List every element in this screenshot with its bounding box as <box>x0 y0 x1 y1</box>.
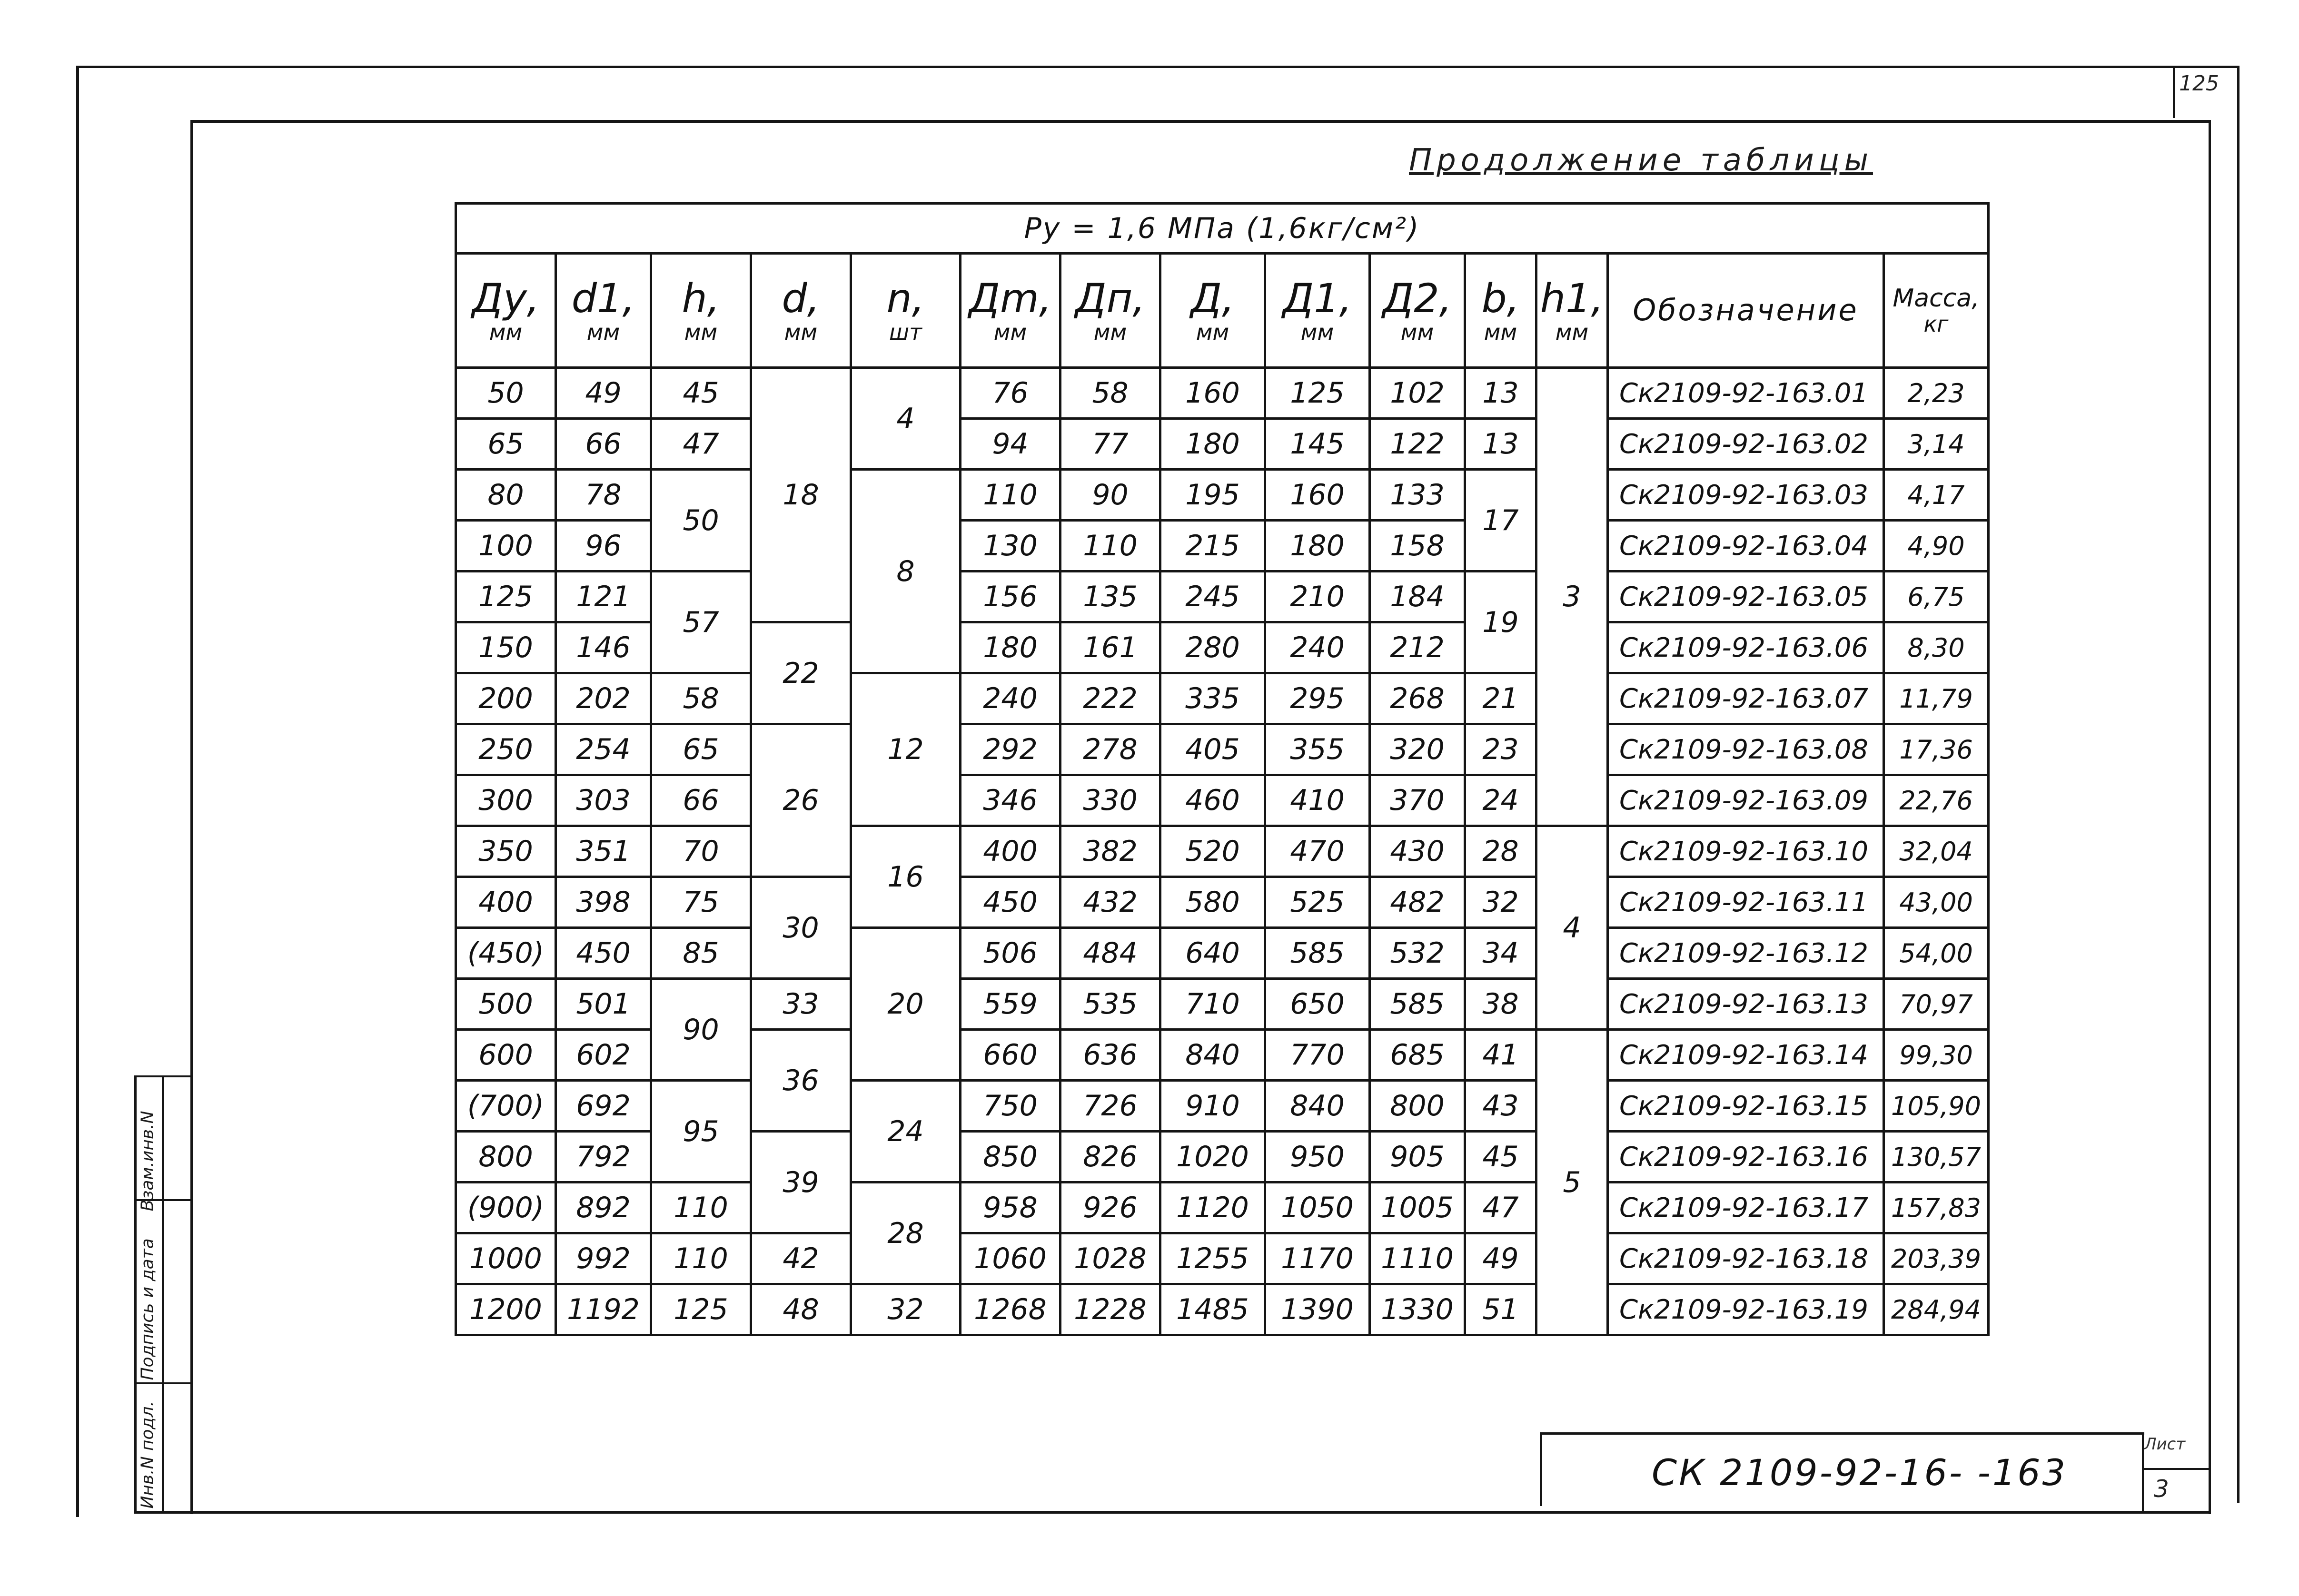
cell-dd2: 158 <box>1370 521 1465 571</box>
cell-dd1: 585 <box>1265 928 1370 979</box>
cell-dd1: 240 <box>1265 622 1370 673</box>
cell-designation: Ск2109-92-163.15 <box>1608 1081 1884 1132</box>
table-row <box>456 1233 1989 1284</box>
cell-du: 80 <box>456 470 556 521</box>
cell-d1: 78 <box>556 470 651 521</box>
side-label-inv: Инв.N подл. <box>138 1401 158 1509</box>
sheet-box-line <box>2142 1468 2209 1470</box>
cell-h: 75 <box>651 877 751 928</box>
header-n: n, шт <box>851 254 961 368</box>
header-dm: Дm, мм <box>961 254 1060 368</box>
cell-du: 250 <box>456 724 556 775</box>
cell-dm: 559 <box>961 979 1060 1030</box>
cell-b: 41 <box>1465 1030 1536 1081</box>
cell-b: 13 <box>1465 419 1536 470</box>
cell-designation: Ск2109-92-163.16 <box>1608 1132 1884 1182</box>
cell-d1: 792 <box>556 1132 651 1182</box>
header-dp: Дп, мм <box>1060 254 1160 368</box>
cell-d1: 66 <box>556 419 651 470</box>
flange-spec-table <box>455 202 1990 1336</box>
cell-designation: Ск2109-92-163.07 <box>1608 673 1884 724</box>
cell-d1: 450 <box>556 928 651 979</box>
cell-designation: Ск2109-92-163.03 <box>1608 470 1884 521</box>
cell-mass: 43,00 <box>1884 877 1989 928</box>
cell-b: 17 <box>1465 470 1536 571</box>
cell-dd1: 145 <box>1265 419 1370 470</box>
cell-dm: 156 <box>961 571 1060 622</box>
cell-d: 26 <box>751 724 851 877</box>
cell-h: 45 <box>651 368 751 419</box>
cell-d1: 398 <box>556 877 651 928</box>
header-dd: Д, мм <box>1160 254 1265 368</box>
cell-h1: 5 <box>1536 1030 1608 1335</box>
header-dd2: Д2, мм <box>1370 254 1465 368</box>
cell-dm: 506 <box>961 928 1060 979</box>
cell-mass: 157,83 <box>1884 1182 1989 1233</box>
table-row <box>456 1284 1989 1335</box>
table-row <box>456 1182 1989 1233</box>
header-b: b, мм <box>1465 254 1536 368</box>
cell-dm: 1268 <box>961 1284 1060 1335</box>
cell-h: 65 <box>651 724 751 775</box>
cell-n: 8 <box>851 470 961 673</box>
cell-dd: 335 <box>1160 673 1265 724</box>
cell-h: 110 <box>651 1233 751 1284</box>
cell-dd1: 180 <box>1265 521 1370 571</box>
cell-dm: 292 <box>961 724 1060 775</box>
cell-dm: 400 <box>961 826 1060 877</box>
cell-d1: 303 <box>556 775 651 826</box>
cell-d: 18 <box>751 368 851 622</box>
cell-h: 85 <box>651 928 751 979</box>
cell-mass: 130,57 <box>1884 1132 1989 1182</box>
cell-n: 28 <box>851 1182 961 1284</box>
cell-dp: 90 <box>1060 470 1160 521</box>
cell-dd: 910 <box>1160 1081 1265 1132</box>
header-d1: d1, мм <box>556 254 651 368</box>
cell-du: 200 <box>456 673 556 724</box>
header-designation: Обозначение <box>1608 254 1884 368</box>
cell-du: (450) <box>456 928 556 979</box>
cell-du: (700) <box>456 1081 556 1132</box>
cell-dd2: 122 <box>1370 419 1465 470</box>
cell-dm: 76 <box>961 368 1060 419</box>
cell-dd2: 1005 <box>1370 1182 1465 1233</box>
cell-du: 300 <box>456 775 556 826</box>
cell-dm: 94 <box>961 419 1060 470</box>
cell-dd1: 1050 <box>1265 1182 1370 1233</box>
cell-dp: 636 <box>1060 1030 1160 1081</box>
cell-dd1: 840 <box>1265 1081 1370 1132</box>
cell-dd2: 800 <box>1370 1081 1465 1132</box>
cell-h: 57 <box>651 571 751 673</box>
cell-dd1: 410 <box>1265 775 1370 826</box>
cell-dd2: 268 <box>1370 673 1465 724</box>
cell-n: 12 <box>851 673 961 826</box>
cell-dd: 405 <box>1160 724 1265 775</box>
header-dd1: Д1, мм <box>1265 254 1370 368</box>
cell-d1: 992 <box>556 1233 651 1284</box>
inner-frame-top <box>190 120 2211 123</box>
table-row <box>456 979 1989 1030</box>
cell-dd: 1020 <box>1160 1132 1265 1182</box>
table-row <box>456 775 1989 826</box>
cell-mass: 11,79 <box>1884 673 1989 724</box>
cell-b: 49 <box>1465 1233 1536 1284</box>
cell-mass: 22,76 <box>1884 775 1989 826</box>
cell-dd: 215 <box>1160 521 1265 571</box>
cell-n: 32 <box>851 1284 961 1335</box>
cell-dp: 330 <box>1060 775 1160 826</box>
cell-dp: 1228 <box>1060 1284 1160 1335</box>
cell-dd1: 470 <box>1265 826 1370 877</box>
cell-dp: 222 <box>1060 673 1160 724</box>
cell-d1: 692 <box>556 1081 651 1132</box>
cell-du: 125 <box>456 571 556 622</box>
header-h1: h1, мм <box>1536 254 1608 368</box>
cell-d1: 501 <box>556 979 651 1030</box>
cell-dp: 278 <box>1060 724 1160 775</box>
cell-dd2: 585 <box>1370 979 1465 1030</box>
cell-mass: 284,94 <box>1884 1284 1989 1335</box>
cell-du: 1000 <box>456 1233 556 1284</box>
cell-dd1: 525 <box>1265 877 1370 928</box>
cell-dd: 460 <box>1160 775 1265 826</box>
cell-dd: 640 <box>1160 928 1265 979</box>
cell-dd: 580 <box>1160 877 1265 928</box>
cell-h: 70 <box>651 826 751 877</box>
cell-du: (900) <box>456 1182 556 1233</box>
cell-d: 48 <box>751 1284 851 1335</box>
cell-dd1: 355 <box>1265 724 1370 775</box>
cell-dd: 1255 <box>1160 1233 1265 1284</box>
cell-mass: 203,39 <box>1884 1233 1989 1284</box>
cell-d1: 121 <box>556 571 651 622</box>
cell-designation: Ск2109-92-163.11 <box>1608 877 1884 928</box>
cell-designation: Ск2109-92-163.05 <box>1608 571 1884 622</box>
cell-dd2: 905 <box>1370 1132 1465 1182</box>
cell-dm: 346 <box>961 775 1060 826</box>
table-row <box>456 826 1989 877</box>
cell-d: 39 <box>751 1132 851 1233</box>
cell-dd1: 950 <box>1265 1132 1370 1182</box>
cell-h: 66 <box>651 775 751 826</box>
page-number: 125 <box>2179 71 2219 96</box>
cell-designation: Ск2109-92-163.13 <box>1608 979 1884 1030</box>
cell-b: 13 <box>1465 368 1536 419</box>
table-row <box>456 1081 1989 1132</box>
cell-du: 500 <box>456 979 556 1030</box>
cell-d: 42 <box>751 1233 851 1284</box>
cell-dp: 826 <box>1060 1132 1160 1182</box>
cell-dd1: 650 <box>1265 979 1370 1030</box>
cell-dd1: 210 <box>1265 571 1370 622</box>
cell-dd: 280 <box>1160 622 1265 673</box>
cell-b: 34 <box>1465 928 1536 979</box>
cell-h: 90 <box>651 979 751 1081</box>
column-headers-row <box>456 254 1989 368</box>
cell-h: 125 <box>651 1284 751 1335</box>
cell-dd: 245 <box>1160 571 1265 622</box>
cell-designation: Ск2109-92-163.08 <box>1608 724 1884 775</box>
table-row <box>456 877 1989 928</box>
cell-dd2: 1330 <box>1370 1284 1465 1335</box>
cell-b: 43 <box>1465 1081 1536 1132</box>
cell-dm: 110 <box>961 470 1060 521</box>
cell-b: 45 <box>1465 1132 1536 1182</box>
sheet-number: 3 <box>2154 1475 2169 1503</box>
cell-dd1: 125 <box>1265 368 1370 419</box>
cell-dd1: 160 <box>1265 470 1370 521</box>
cell-n: 16 <box>851 826 961 928</box>
header-d: d, мм <box>751 254 851 368</box>
cell-d1: 146 <box>556 622 651 673</box>
cell-d1: 202 <box>556 673 651 724</box>
cell-dd: 520 <box>1160 826 1265 877</box>
cell-b: 38 <box>1465 979 1536 1030</box>
table-row <box>456 673 1989 724</box>
cell-designation: Ск2109-92-163.04 <box>1608 521 1884 571</box>
table-row <box>456 724 1989 775</box>
cell-du: 350 <box>456 826 556 877</box>
inner-frame-right <box>2209 120 2211 1514</box>
cell-designation: Ск2109-92-163.18 <box>1608 1233 1884 1284</box>
cell-designation: Ск2109-92-163.14 <box>1608 1030 1884 1081</box>
cell-d: 33 <box>751 979 851 1030</box>
cell-d1: 254 <box>556 724 651 775</box>
cell-dp: 110 <box>1060 521 1160 571</box>
cell-mass: 4,17 <box>1884 470 1989 521</box>
header-du: Ду, мм <box>456 254 556 368</box>
cell-dd2: 370 <box>1370 775 1465 826</box>
cell-dp: 926 <box>1060 1182 1160 1233</box>
cell-dp: 58 <box>1060 368 1160 419</box>
cell-dp: 432 <box>1060 877 1160 928</box>
cell-d: 22 <box>751 622 851 724</box>
cell-h1: 3 <box>1536 368 1608 826</box>
cell-dd2: 1110 <box>1370 1233 1465 1284</box>
cell-dd: 195 <box>1160 470 1265 521</box>
cell-b: 47 <box>1465 1182 1536 1233</box>
cell-dd: 160 <box>1160 368 1265 419</box>
table-row <box>456 368 1989 419</box>
cell-b: 51 <box>1465 1284 1536 1335</box>
outer-frame-right <box>2237 66 2240 1503</box>
cell-dp: 726 <box>1060 1081 1160 1132</box>
cell-d1: 49 <box>556 368 651 419</box>
cell-b: 32 <box>1465 877 1536 928</box>
table-row <box>456 928 1989 979</box>
cell-dm: 660 <box>961 1030 1060 1081</box>
cell-mass: 54,00 <box>1884 928 1989 979</box>
cell-mass: 8,30 <box>1884 622 1989 673</box>
cell-b: 19 <box>1465 571 1536 673</box>
cell-dp: 77 <box>1060 419 1160 470</box>
cell-n: 4 <box>851 368 961 470</box>
document-code: СК 2109-92-16- -163 <box>1652 1451 2067 1494</box>
cell-mass: 2,23 <box>1884 368 1989 419</box>
cell-mass: 32,04 <box>1884 826 1989 877</box>
cell-du: 50 <box>456 368 556 419</box>
cell-du: 150 <box>456 622 556 673</box>
cell-dm: 240 <box>961 673 1060 724</box>
cell-dp: 382 <box>1060 826 1160 877</box>
cell-d: 30 <box>751 877 851 979</box>
page-number-box-left <box>2173 66 2175 118</box>
cell-du: 100 <box>456 521 556 571</box>
side-label-signature: Подпись и дата <box>138 1238 158 1380</box>
table-body <box>456 368 1989 1335</box>
cell-dp: 484 <box>1060 928 1160 979</box>
cell-dm: 180 <box>961 622 1060 673</box>
cell-mass: 99,30 <box>1884 1030 1989 1081</box>
cell-b: 21 <box>1465 673 1536 724</box>
cell-dd: 1485 <box>1160 1284 1265 1335</box>
cell-dd2: 482 <box>1370 877 1465 928</box>
cell-du: 800 <box>456 1132 556 1182</box>
cell-dm: 1060 <box>961 1233 1060 1284</box>
cell-dd2: 430 <box>1370 826 1465 877</box>
cell-designation: Ск2109-92-163.01 <box>1608 368 1884 419</box>
cell-h: 110 <box>651 1182 751 1233</box>
cell-dm: 130 <box>961 521 1060 571</box>
cell-mass: 4,90 <box>1884 521 1989 571</box>
cell-mass: 70,97 <box>1884 979 1989 1030</box>
cell-n: 20 <box>851 928 961 1081</box>
cell-dp: 1028 <box>1060 1233 1160 1284</box>
cell-d1: 602 <box>556 1030 651 1081</box>
cell-dd: 840 <box>1160 1030 1265 1081</box>
pressure-header: Ру = 1,6 МПа (1,6кг/см²) <box>456 204 1989 254</box>
cell-designation: Ск2109-92-163.10 <box>1608 826 1884 877</box>
cell-du: 600 <box>456 1030 556 1081</box>
cell-b: 23 <box>1465 724 1536 775</box>
cell-dp: 161 <box>1060 622 1160 673</box>
cell-dd2: 685 <box>1370 1030 1465 1081</box>
header-mass: Масса, кг <box>1884 254 1989 368</box>
cell-du: 65 <box>456 419 556 470</box>
cell-dm: 750 <box>961 1081 1060 1132</box>
cell-mass: 3,14 <box>1884 419 1989 470</box>
cell-designation: Ск2109-92-163.17 <box>1608 1182 1884 1233</box>
cell-d1: 892 <box>556 1182 651 1233</box>
inner-frame-bottom <box>134 1511 2210 1514</box>
outer-frame-top <box>76 66 2237 68</box>
cell-dd2: 133 <box>1370 470 1465 521</box>
cell-b: 28 <box>1465 826 1536 877</box>
cell-du: 1200 <box>456 1284 556 1335</box>
cell-dd1: 770 <box>1265 1030 1370 1081</box>
cell-h: 58 <box>651 673 751 724</box>
table-row <box>456 419 1989 470</box>
cell-dm: 850 <box>961 1132 1060 1182</box>
cell-mass: 105,90 <box>1884 1081 1989 1132</box>
table-row <box>456 571 1989 622</box>
cell-designation: Ск2109-92-163.19 <box>1608 1284 1884 1335</box>
cell-designation: Ск2109-92-163.02 <box>1608 419 1884 470</box>
inner-frame-left <box>190 120 193 1514</box>
cell-h: 47 <box>651 419 751 470</box>
cell-dd2: 212 <box>1370 622 1465 673</box>
continuation-label: Продолжение таблицы <box>1409 143 1873 178</box>
cell-d: 36 <box>751 1030 851 1132</box>
cell-designation: Ск2109-92-163.12 <box>1608 928 1884 979</box>
cell-h: 95 <box>651 1081 751 1182</box>
cell-dd: 1120 <box>1160 1182 1265 1233</box>
cell-mass: 17,36 <box>1884 724 1989 775</box>
cell-dd1: 1170 <box>1265 1233 1370 1284</box>
sheet-box-divider <box>2142 1432 2144 1511</box>
cell-designation: Ск2109-92-163.09 <box>1608 775 1884 826</box>
cell-dd: 710 <box>1160 979 1265 1030</box>
cell-du: 400 <box>456 877 556 928</box>
cell-dd2: 532 <box>1370 928 1465 979</box>
cell-dm: 958 <box>961 1182 1060 1233</box>
cell-dd1: 1390 <box>1265 1284 1370 1335</box>
cell-d1: 1192 <box>556 1284 651 1335</box>
cell-dd2: 320 <box>1370 724 1465 775</box>
cell-dd2: 102 <box>1370 368 1465 419</box>
cell-dp: 535 <box>1060 979 1160 1030</box>
cell-b: 24 <box>1465 775 1536 826</box>
cell-n: 24 <box>851 1081 961 1182</box>
side-label-replace: Взам.инв.N <box>138 1111 158 1212</box>
cell-d1: 96 <box>556 521 651 571</box>
cell-dm: 450 <box>961 877 1060 928</box>
table-row <box>456 470 1989 521</box>
cell-mass: 6,75 <box>1884 571 1989 622</box>
cell-dd1: 295 <box>1265 673 1370 724</box>
cell-dd2: 184 <box>1370 571 1465 622</box>
header-h: h, мм <box>651 254 751 368</box>
cell-h1: 4 <box>1536 826 1608 1030</box>
sheet-label: Лист <box>2144 1435 2186 1454</box>
cell-dd: 180 <box>1160 419 1265 470</box>
cell-d1: 351 <box>556 826 651 877</box>
cell-dp: 135 <box>1060 571 1160 622</box>
cell-designation: Ск2109-92-163.06 <box>1608 622 1884 673</box>
cell-h: 50 <box>651 470 751 571</box>
